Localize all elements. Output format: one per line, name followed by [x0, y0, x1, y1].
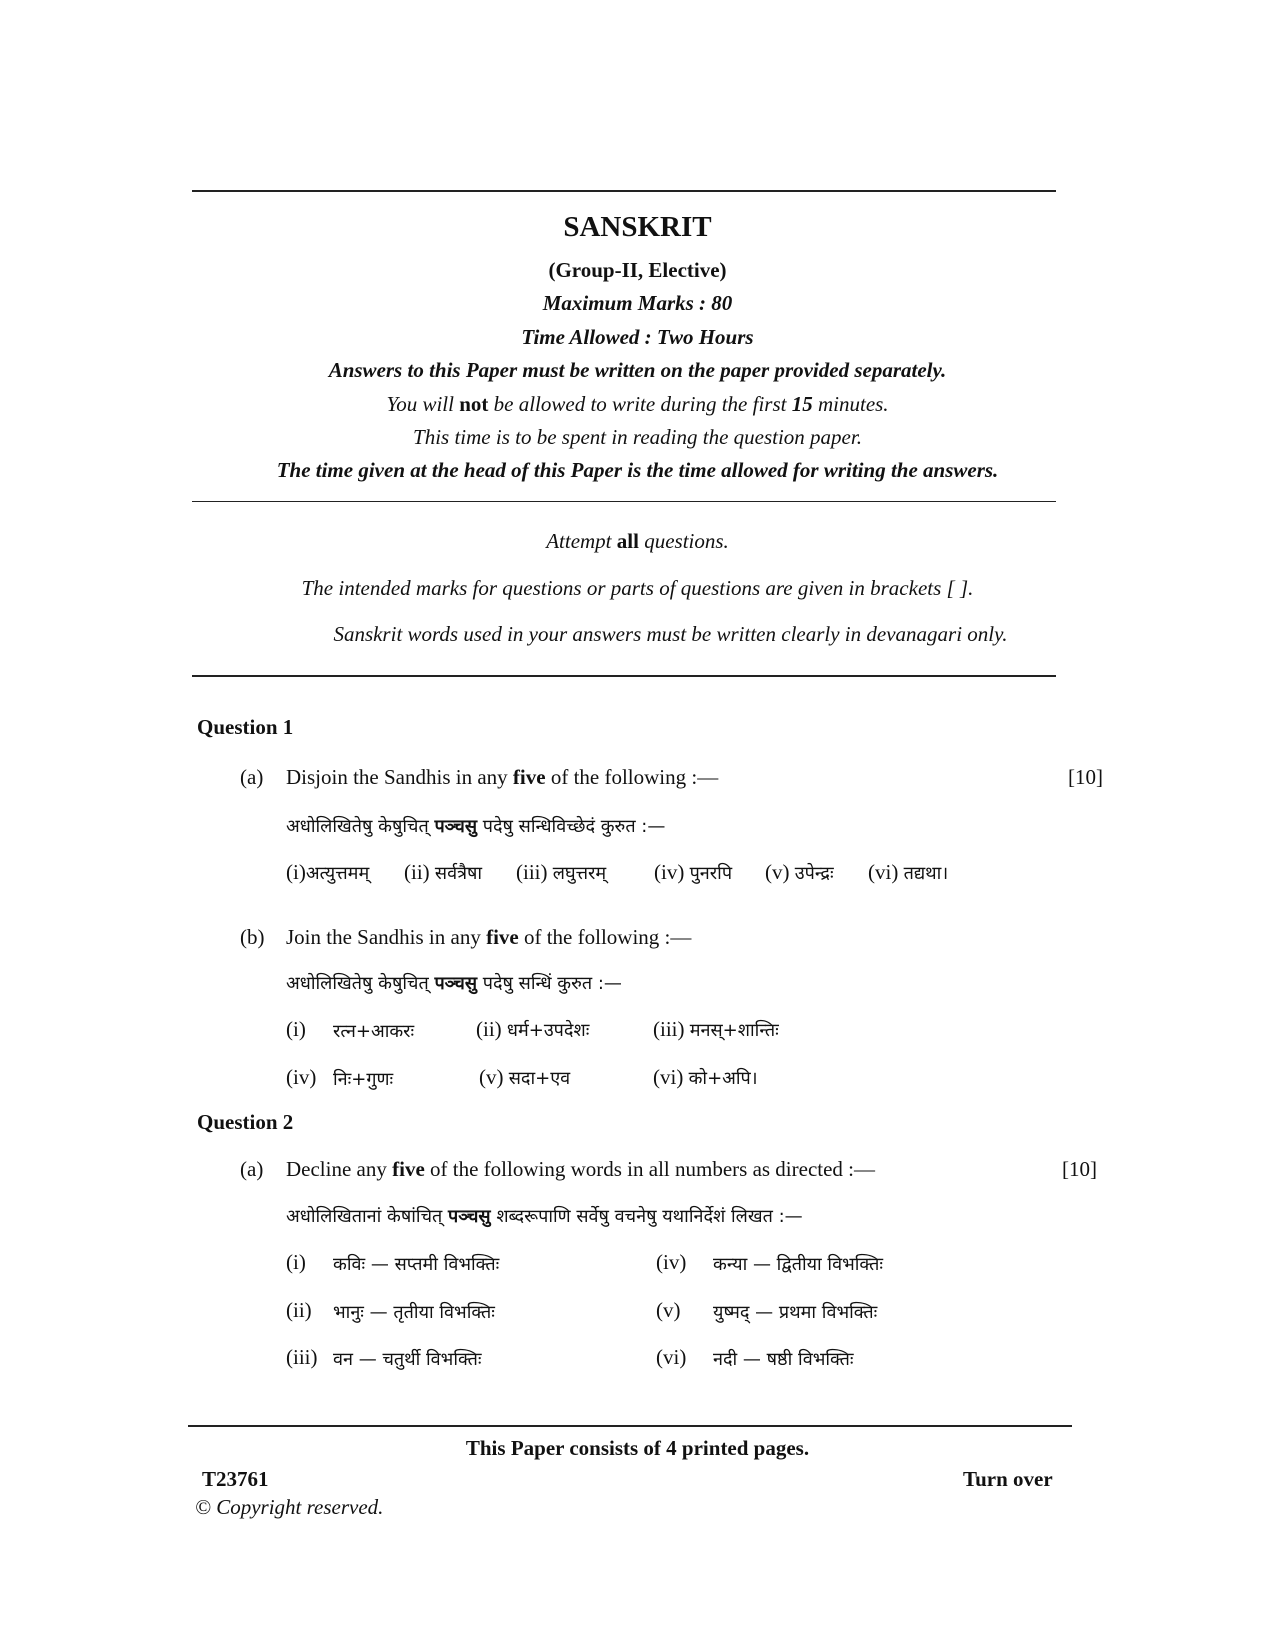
- q2a-text-post: of the following words in all numbers as directed :—: [424, 1157, 876, 1181]
- q1a-text-pre: Disjoin the Sandhis in any: [286, 765, 513, 789]
- q1a-item-3-word: लघुत्तरम्: [552, 863, 607, 884]
- q1b-item-3-word: मनस्+शान्तिः: [689, 1020, 779, 1041]
- footer-rule: [188, 1425, 1072, 1427]
- q1b-item-3: [653, 1017, 779, 1042]
- q1a-text-bold: five: [512, 765, 546, 789]
- time-allowed: Time Allowed : Two Hours: [521, 325, 754, 349]
- reading-mid: be allowed to write during the first: [488, 392, 792, 416]
- q1b-item-2-word: धर्म+उपदेशः: [506, 1020, 590, 1041]
- reading-bold: not: [459, 392, 489, 416]
- devanagari-instruction: Sanskrit words used in your answers must be written clearly in devanagari only.: [333, 622, 1008, 646]
- attempt-line: [0, 529, 1275, 554]
- max-marks: Maximum Marks : 80: [542, 291, 733, 315]
- q2a-text-pre: Decline any: [286, 1157, 393, 1181]
- q2a-item-6-word: नदी — षष्ठी विभक्तिः: [713, 1349, 854, 1370]
- q1b-item-4-word: निः+गुणः: [333, 1069, 394, 1090]
- q1a-marks: [10]: [1068, 765, 1103, 789]
- q1b-item-5-label: (v): [479, 1065, 504, 1089]
- q1a-item-5: [765, 860, 834, 885]
- q1b-item-6-word: को+अपि।: [688, 1068, 758, 1089]
- time-given-line: The time given at the head of this Paper is the time allowed for writing the answers.: [276, 458, 999, 482]
- q1a-item-2-label: (ii): [404, 860, 430, 884]
- q1a-item-1-label: (i): [286, 860, 306, 884]
- q1a-item-3: [516, 860, 606, 885]
- q1a-item-3-label: (iii): [516, 860, 548, 884]
- q1b-item-1-word: रत्न+आकरः: [333, 1021, 415, 1042]
- q2a-item-3-word: वन — चतुर्थी विभक्तिः: [333, 1349, 482, 1370]
- q2a-item-1-label: (i): [286, 1250, 306, 1274]
- header-rule: [192, 501, 1056, 502]
- q1a-item-5-label: (v): [765, 860, 790, 884]
- q1a-item-6-word: तद्यथा।: [903, 863, 949, 884]
- q1b-text: [286, 925, 691, 950]
- turn-over: Turn over: [963, 1467, 1053, 1491]
- q1b-item-2: [476, 1017, 589, 1042]
- attempt-post: questions.: [638, 529, 729, 553]
- q1b-sanskrit-bold: पञ्चसु: [434, 973, 478, 994]
- subject-title: SANSKRIT: [563, 211, 712, 243]
- reading-line: [0, 392, 1275, 417]
- question-1-heading: Question 1: [197, 715, 294, 739]
- q1b-item-1: [286, 1017, 306, 1042]
- group-line: (Group-II, Elective): [548, 258, 727, 282]
- paper-code: T23761: [202, 1467, 269, 1491]
- q2a-sanskrit: [286, 1204, 803, 1228]
- q1a-text-post: of the following :—: [545, 765, 719, 789]
- q1b-item-6: [653, 1065, 758, 1090]
- q2a-label: (a): [240, 1157, 264, 1181]
- q1b-text-post: of the following :—: [518, 925, 692, 949]
- q1b-text-pre: Join the Sandhis in any: [286, 925, 487, 949]
- q1b-item-5-word: सदा+एव: [508, 1068, 571, 1089]
- q1b-label: (b): [240, 925, 265, 949]
- q1b-sanskrit: [286, 971, 622, 995]
- q1b-item-4-label: (iv): [286, 1065, 317, 1089]
- q1a-item-2: [404, 860, 482, 885]
- reading-time-line: This time is to be spent in reading the question paper.: [413, 425, 862, 449]
- reading-post: minutes.: [812, 392, 889, 416]
- q1b-item-6-label: (vi): [653, 1065, 684, 1089]
- q2a-item-1-word: कविः — सप्तमी विभक्तिः: [333, 1254, 500, 1275]
- q1b-item-4: [286, 1065, 316, 1090]
- reading-pre: You will: [386, 392, 460, 416]
- q2a-item-2-word: भानुः — तृतीया विभक्तिः: [333, 1302, 495, 1323]
- q2a-sanskrit-bold: पञ्चसु: [448, 1206, 491, 1227]
- q1a-item-4-label: (iv): [654, 860, 685, 884]
- q2a-text: [286, 1157, 875, 1182]
- q1b-item-2-label: (ii): [476, 1017, 502, 1041]
- q1b-text-bold: five: [486, 925, 519, 949]
- attempt-pre: Attempt: [546, 529, 617, 553]
- q1a-sanskrit-pre: अधोलिखितेषु केषुचित्: [286, 816, 435, 837]
- q1a-item-1: [286, 860, 369, 885]
- attempt-bold: all: [616, 529, 639, 553]
- q2a-item-6-label: (vi): [656, 1345, 687, 1369]
- q1a-item-1-word: अत्युत्तमम्: [305, 863, 370, 884]
- q2a-item-5-label: (v): [656, 1298, 681, 1322]
- q1a-item-5-word: उपेन्द्रः: [794, 863, 834, 884]
- copyright: © Copyright reserved.: [195, 1495, 384, 1519]
- instructions-rule: [192, 675, 1056, 677]
- q2a-item-5-word: युष्मद् — प्रथमा विभक्तिः: [713, 1302, 878, 1323]
- q2a-item-4-word: कन्या — द्वितीया विभक्तिः: [713, 1254, 883, 1275]
- q1a-item-2-word: सर्वत्रैषा: [434, 863, 483, 884]
- q1b-sanskrit-pre: अधोलिखितेषु केषुचित्: [286, 973, 435, 994]
- q1b-item-5: [479, 1065, 570, 1090]
- q1a-item-6-label: (vi): [868, 860, 899, 884]
- question-2-heading: Question 2: [197, 1110, 294, 1134]
- q2a-sanskrit-pre: अधोलिखितानां केषांचित्: [286, 1206, 448, 1227]
- q1a-item-4: [654, 860, 732, 885]
- q1a-item-4-word: पुनरपि: [689, 863, 733, 884]
- q2a-marks: [10]: [1062, 1157, 1097, 1181]
- q1a-item-6: [868, 860, 948, 885]
- q2a-sanskrit-post: शब्दरूपाणि सर्वेषु वचनेषु यथानिर्देशं लिखत :—: [490, 1206, 803, 1227]
- q1b-item-3-label: (iii): [653, 1017, 685, 1041]
- answers-note: Answers to this Paper must be written on the paper provided separately.: [328, 358, 947, 382]
- q1a-label: (a): [240, 765, 264, 789]
- q1a-sanskrit-bold: पञ्चसु: [434, 816, 478, 837]
- q2a-item-2-label: (ii): [286, 1298, 312, 1322]
- reading-num: 15: [791, 392, 813, 416]
- q2a-item-4-label: (iv): [656, 1250, 687, 1274]
- q1b-item-1-label: (i): [286, 1017, 306, 1041]
- marks-instruction: The intended marks for questions or parts of questions are given in brackets [ ].: [301, 576, 974, 600]
- q2a-item-3-label: (iii): [286, 1345, 318, 1369]
- q2a-text-bold: five: [392, 1157, 425, 1181]
- pages-note: This Paper consists of 4 printed pages.: [465, 1436, 810, 1460]
- q1b-sanskrit-post: पदेषु सन्धिं कुरुत :—: [477, 973, 622, 994]
- q1a-sanskrit: [286, 814, 665, 838]
- top-rule: [192, 190, 1056, 192]
- q1a-text: [286, 765, 718, 790]
- q1a-sanskrit-post: पदेषु सन्धिविच्छेदं कुरुत :—: [477, 816, 666, 837]
